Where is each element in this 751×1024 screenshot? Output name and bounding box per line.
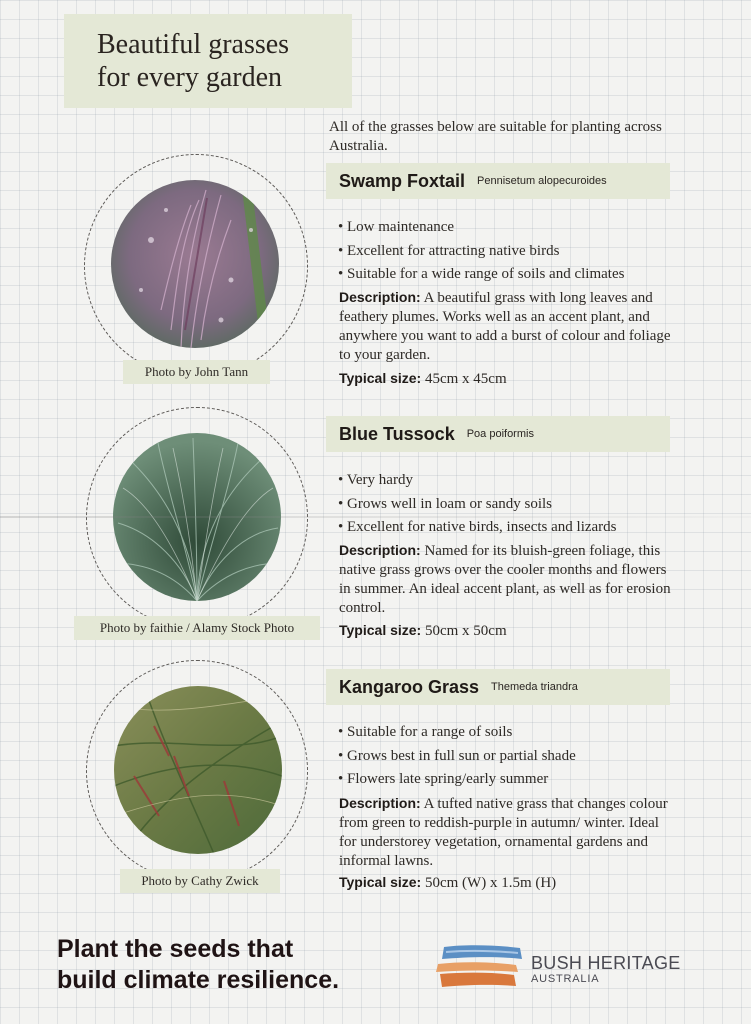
description-2 [339,541,674,618]
typical-size-value: 50cm x 50cm [424,623,507,639]
plant-name: Kangaroo Grass [339,676,480,697]
typical-size-label: Typical size: [339,622,422,638]
description-text: Named for its bluish-green foliage, this native grass grows over the cooler months and flowers in summer. An ideal accent plant, as well as for erosion control. [339,543,671,616]
plant-name: Blue Tussock [339,423,455,444]
logo-name: BUSH HERITAGE [531,953,681,973]
description-label: Description: [339,542,421,558]
title-line-2: for every garden [97,62,283,93]
typical-size-label: Typical size: [339,874,422,890]
title-box [64,14,352,108]
scientific-name: Poa poiformis [466,428,534,440]
typical-size-value: 50cm (W) x 1.5m (H) [424,875,557,891]
feature-list-3 [338,721,678,792]
list-item: • Suitable for a wide range of soils and climates [338,266,625,282]
title-line-1: Beautiful grasses [97,29,290,60]
list-item: • Suitable for a range of soils [338,724,513,740]
typical-size-2 [339,622,507,640]
description-1 [339,288,674,365]
list-item: • Grows best in full sun or partial shade [338,747,576,764]
photo-credit-3: Photo by Cathy Zwick [120,869,280,893]
photo-credit-1: Photo by John Tann [123,360,270,384]
bush-heritage-logo-icon [436,944,524,995]
list-item: • Very hardy [338,472,413,488]
feature-list-2 [338,469,678,540]
plant-heading-swamp-foxtail [326,163,670,199]
cta-line-1: Plant the seeds that [57,935,294,963]
typical-size-value: 45cm x 45cm [424,371,507,387]
description-label: Description: [339,289,421,305]
list-item: • Excellent for attracting native birds [338,242,560,259]
feature-list-1 [338,216,678,287]
description-text: A beautiful grass with long leaves and feathery plumes. Works well as an accent plant, and anywhere you want to add a burst of colour and foliage to your garden. [339,290,671,363]
description-3 [339,794,674,871]
typical-size-label: Typical size: [339,370,422,386]
list-item: • Excellent for native birds, insects and lizards [338,519,617,535]
intro-text: All of the grasses below are suitable for planting across Australia. [329,119,662,154]
logo-country: AUSTRALIA [531,973,600,985]
list-item: • Grows well in loam or sandy soils [338,495,552,512]
description-label: Description: [339,795,421,811]
list-item: • Low maintenance [338,219,455,235]
typical-size-1 [339,370,507,388]
plant-heading-kangaroo-grass [326,669,670,705]
description-text: A tufted native grass that changes colour from green to reddish-purple in autumn/ winter. Ideal for understorey vegetation, ornamental gardens and informal lawns. [339,796,668,869]
plant-name: Swamp Foxtail [339,170,466,191]
photo-credit-2: Photo by faithie / Alamy Stock Photo [74,616,320,640]
typical-size-3 [339,874,556,892]
call-to-action [57,934,427,996]
cta-line-2: build climate resilience. [57,966,340,994]
swamp-foxtail-photo [111,180,279,348]
paper-fold-line [0,516,751,518]
scientific-name: Pennisetum alopecuroides [477,175,607,187]
list-item: • Flowers late spring/early summer [338,771,549,787]
plant-heading-blue-tussock [326,416,670,452]
page-title [97,28,352,94]
kangaroo-grass-photo [114,686,282,854]
bush-heritage-logo-text [531,953,681,986]
scientific-name: Themeda triandra [491,681,578,693]
